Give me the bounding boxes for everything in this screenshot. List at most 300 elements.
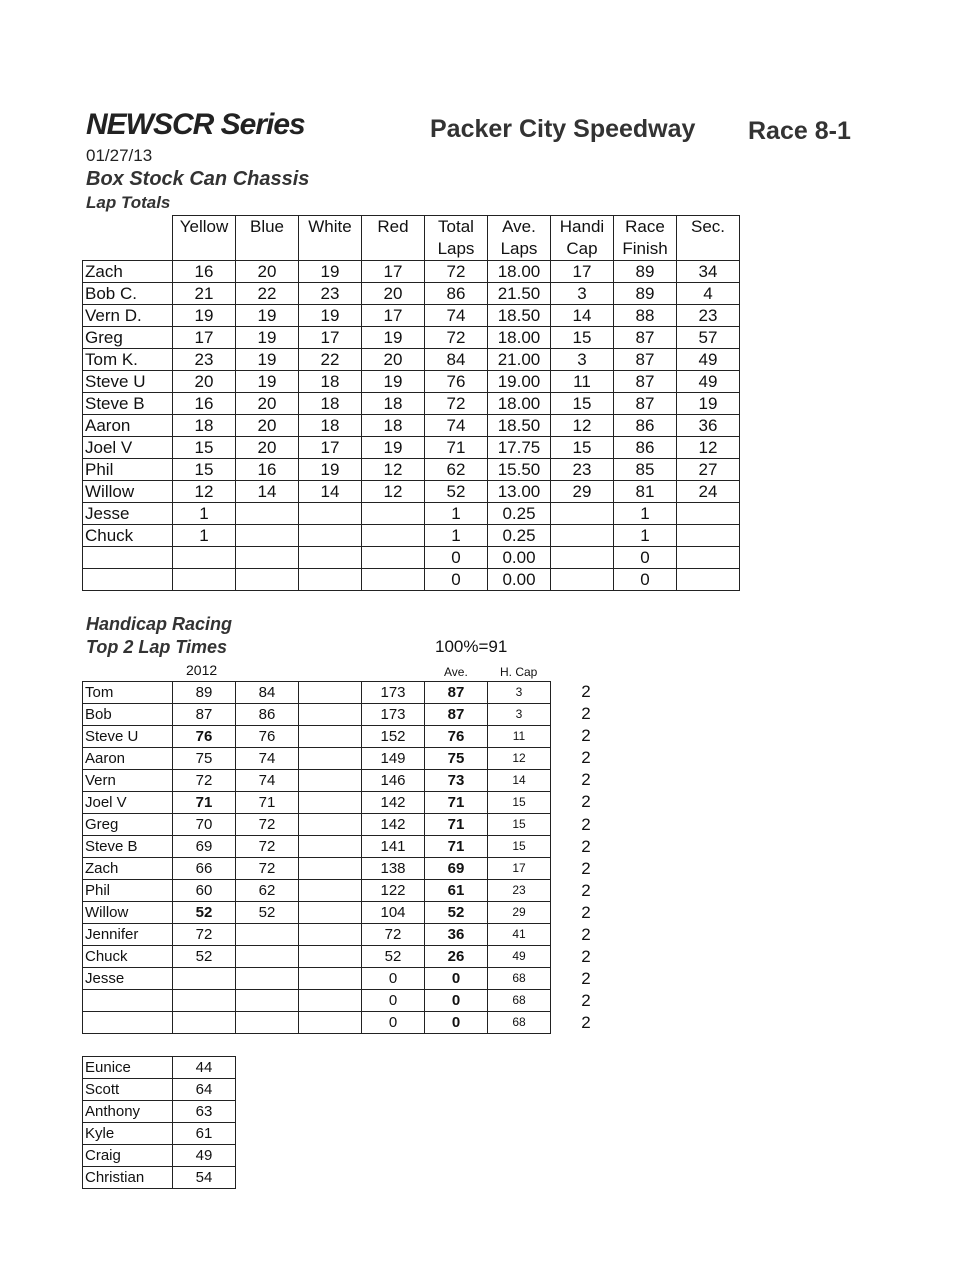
lap-value-cell — [299, 503, 362, 525]
lap-value-cell — [551, 547, 614, 569]
handicap-value-cell: 72 — [173, 924, 236, 946]
table-row — [83, 902, 551, 924]
driver-name-cell — [83, 990, 173, 1012]
handicap-value-cell — [299, 880, 362, 902]
table-row — [83, 349, 740, 371]
handicap-value-cell: 61 — [425, 880, 488, 902]
driver-name-cell: Vern D. — [83, 305, 173, 327]
driver-name-cell — [83, 569, 173, 591]
table-row — [83, 283, 740, 305]
lap-value-cell: 18.00 — [488, 261, 551, 283]
lap-value-cell: 20 — [362, 349, 425, 371]
handicap-value-cell: 89 — [173, 682, 236, 704]
time-value-cell: 49 — [173, 1145, 236, 1167]
side-count: 2 — [581, 726, 591, 746]
lap-value-cell: 87 — [614, 371, 677, 393]
side-count: 2 — [581, 969, 591, 989]
driver-name-cell: Zach — [83, 858, 173, 880]
handicap-value-cell — [299, 858, 362, 880]
lap-col-header — [173, 216, 236, 261]
table-row — [83, 946, 551, 968]
lap-value-cell: 23 — [677, 305, 740, 327]
lap-value-cell: 17 — [173, 327, 236, 349]
lap-value-cell — [173, 547, 236, 569]
lap-value-cell — [173, 569, 236, 591]
lap-value-cell: 15 — [551, 393, 614, 415]
handicap-side-column — [576, 681, 596, 1035]
lap-col-header-line2: Finish — [622, 239, 668, 258]
lap-value-cell: 27 — [677, 459, 740, 481]
lap-totals-header — [83, 216, 740, 261]
table-row — [83, 437, 740, 459]
driver-name-cell: Kyle — [83, 1123, 173, 1145]
handicap-value-cell — [236, 924, 299, 946]
lap-value-cell: 3 — [551, 283, 614, 305]
table-row — [83, 682, 551, 704]
handicap-value-cell: 52 — [362, 946, 425, 968]
driver-name-cell: Greg — [83, 327, 173, 349]
handicap-value-cell — [299, 836, 362, 858]
lap-value-cell — [236, 547, 299, 569]
handicap-value-cell: 36 — [425, 924, 488, 946]
lap-value-cell: 14 — [236, 481, 299, 503]
lap-value-cell: 1 — [425, 503, 488, 525]
lap-value-cell: 19 — [236, 349, 299, 371]
lap-value-cell: 74 — [425, 415, 488, 437]
handicap-value-cell: 69 — [173, 836, 236, 858]
handicap-value-cell — [299, 924, 362, 946]
handicap-value-cell: 149 — [362, 748, 425, 770]
handicap-value-cell: 73 — [425, 770, 488, 792]
table-row — [83, 748, 551, 770]
lap-value-cell: 1 — [425, 525, 488, 547]
table-row — [83, 814, 551, 836]
handicap-value-cell: 23 — [488, 880, 551, 902]
lap-value-cell — [677, 525, 740, 547]
handicap-value-cell: 0 — [362, 1012, 425, 1034]
table-row — [83, 1012, 551, 1034]
lap-col-header-line1: Race — [625, 217, 665, 236]
handicap-value-cell: 66 — [173, 858, 236, 880]
table-row — [83, 1145, 236, 1167]
lap-value-cell: 84 — [425, 349, 488, 371]
driver-name-cell: Aaron — [83, 415, 173, 437]
handicap-value-cell — [236, 968, 299, 990]
lap-col-header-line1: Blue — [249, 217, 285, 236]
side-count: 2 — [581, 925, 591, 945]
handicap-value-cell: 60 — [173, 880, 236, 902]
side-count: 2 — [581, 902, 591, 922]
lap-col-header — [551, 216, 614, 261]
lap-value-cell: 22 — [236, 283, 299, 305]
lap-value-cell — [362, 569, 425, 591]
handicap-value-cell: 72 — [362, 924, 425, 946]
driver-name-cell: Joel V — [83, 437, 173, 459]
lap-col-header-line1: Sec. — [690, 217, 726, 236]
lap-col-header — [677, 216, 740, 261]
driver-name-cell: Jesse — [83, 503, 173, 525]
lap-value-cell: 19 — [173, 305, 236, 327]
side-count: 2 — [581, 880, 591, 900]
lap-totals-title: Lap Totals — [86, 193, 171, 212]
lap-value-cell: 12 — [677, 437, 740, 459]
driver-name-cell — [83, 1012, 173, 1034]
side-count: 2 — [581, 1013, 591, 1033]
lap-value-cell — [299, 569, 362, 591]
handicap-value-cell: 72 — [236, 814, 299, 836]
table-row — [83, 393, 740, 415]
handicap-value-cell: 0 — [425, 990, 488, 1012]
table-row — [83, 327, 740, 349]
handicap-value-cell: 173 — [362, 682, 425, 704]
lap-value-cell: 17 — [551, 261, 614, 283]
handicap-value-cell — [299, 704, 362, 726]
table-row — [83, 1079, 236, 1101]
lap-value-cell — [551, 569, 614, 591]
lap-value-cell: 3 — [551, 349, 614, 371]
driver-name-cell: Greg — [83, 814, 173, 836]
time-value-cell: 44 — [173, 1057, 236, 1079]
table-row — [83, 726, 551, 748]
handicap-value-cell: 122 — [362, 880, 425, 902]
table-row — [83, 525, 740, 547]
lap-value-cell: 18 — [362, 415, 425, 437]
lap-value-cell: 17 — [362, 261, 425, 283]
handicap-value-cell: 71 — [236, 792, 299, 814]
handicap-value-cell: 76 — [425, 726, 488, 748]
side-count: 2 — [581, 682, 591, 701]
lap-value-cell: 14 — [551, 305, 614, 327]
lap-totals-table — [82, 215, 740, 591]
handicap-value-cell: 0 — [425, 1012, 488, 1034]
handicap-value-cell — [299, 726, 362, 748]
driver-name-cell: Phil — [83, 880, 173, 902]
lap-value-cell — [362, 503, 425, 525]
lap-col-header-line1: Red — [377, 217, 409, 236]
driver-name-cell: Christian — [83, 1167, 173, 1189]
lap-value-cell — [677, 503, 740, 525]
lap-value-cell: 19 — [236, 327, 299, 349]
lap-value-cell: 20 — [173, 371, 236, 393]
side-count: 2 — [581, 770, 591, 790]
handicap-value-cell: 14 — [488, 770, 551, 792]
table-row — [83, 924, 551, 946]
handicap-value-cell — [173, 990, 236, 1012]
handicap-value-cell — [299, 990, 362, 1012]
lap-value-cell: 19 — [299, 459, 362, 481]
handicap-value-cell: 74 — [236, 770, 299, 792]
lap-value-cell: 57 — [677, 327, 740, 349]
lap-value-cell: 19 — [299, 261, 362, 283]
lap-value-cell — [236, 503, 299, 525]
table-row — [83, 305, 740, 327]
lap-value-cell — [362, 525, 425, 547]
handicap-value-cell: 87 — [425, 682, 488, 704]
lap-value-cell: 89 — [614, 261, 677, 283]
table-row — [83, 990, 551, 1012]
handicap-value-cell: 52 — [173, 946, 236, 968]
lap-value-cell: 23 — [173, 349, 236, 371]
table-row — [83, 968, 551, 990]
side-count: 2 — [581, 814, 591, 834]
lap-value-cell: 19 — [362, 371, 425, 393]
handicap-value-cell: 87 — [173, 704, 236, 726]
lap-value-cell: 19 — [236, 371, 299, 393]
lap-value-cell: 18.50 — [488, 415, 551, 437]
handicap-title: Handicap Racing — [86, 614, 233, 634]
lap-value-cell: 1 — [614, 525, 677, 547]
handicap-value-cell: 75 — [425, 748, 488, 770]
driver-name-cell: Steve U — [83, 726, 173, 748]
table-row — [83, 858, 551, 880]
driver-name-cell: Willow — [83, 481, 173, 503]
lap-value-cell: 20 — [236, 261, 299, 283]
lap-value-cell: 87 — [614, 393, 677, 415]
table-row — [83, 459, 740, 481]
handicap-value-cell: 15 — [488, 836, 551, 858]
table-row — [83, 1057, 236, 1079]
lap-col-header-line1: Total — [438, 217, 474, 236]
handicap-value-cell: 71 — [425, 792, 488, 814]
lap-value-cell: 29 — [551, 481, 614, 503]
lap-value-cell: 34 — [677, 261, 740, 283]
lap-value-cell: 52 — [425, 481, 488, 503]
table-row — [83, 503, 740, 525]
lap-value-cell: 15 — [173, 459, 236, 481]
driver-name-cell: Jennifer — [83, 924, 173, 946]
blank-header-cell — [83, 216, 173, 261]
others-body — [83, 1057, 236, 1189]
side-count: 2 — [581, 836, 591, 856]
track-name: Packer City Speedway — [430, 115, 696, 143]
lap-value-cell: 18 — [173, 415, 236, 437]
driver-name-cell: Phil — [83, 459, 173, 481]
driver-name-cell: Steve B — [83, 393, 173, 415]
side-count: 2 — [581, 704, 591, 724]
handicap-value-cell — [299, 946, 362, 968]
lap-value-cell: 11 — [551, 371, 614, 393]
table-row — [83, 880, 551, 902]
lap-col-header — [236, 216, 299, 261]
lap-col-header — [488, 216, 551, 261]
lap-value-cell: 15.50 — [488, 459, 551, 481]
lap-value-cell: 21 — [173, 283, 236, 305]
driver-name-cell: Vern — [83, 770, 173, 792]
lap-value-cell: 19 — [362, 437, 425, 459]
lap-value-cell: 12 — [362, 481, 425, 503]
lap-value-cell: 49 — [677, 371, 740, 393]
driver-name-cell: Steve U — [83, 371, 173, 393]
lap-value-cell: 0 — [614, 547, 677, 569]
handicap-value-cell — [299, 1012, 362, 1034]
lap-value-cell — [299, 547, 362, 569]
lap-value-cell: 87 — [614, 349, 677, 371]
lap-value-cell: 18 — [299, 371, 362, 393]
table-row — [83, 836, 551, 858]
handicap-value-cell: 86 — [236, 704, 299, 726]
lap-value-cell — [551, 525, 614, 547]
lap-value-cell: 16 — [236, 459, 299, 481]
time-value-cell: 64 — [173, 1079, 236, 1101]
lap-value-cell: 18 — [362, 393, 425, 415]
lap-col-header-line2: Laps — [437, 239, 475, 258]
handicap-value-cell: 11 — [488, 726, 551, 748]
time-value-cell: 61 — [173, 1123, 236, 1145]
lap-value-cell: 71 — [425, 437, 488, 459]
handicap-value-cell — [299, 968, 362, 990]
lap-value-cell: 12 — [173, 481, 236, 503]
handicap-value-cell: 138 — [362, 858, 425, 880]
handicap-value-cell: 72 — [236, 836, 299, 858]
lap-value-cell: 0.00 — [488, 569, 551, 591]
lap-value-cell: 86 — [614, 415, 677, 437]
driver-name-cell: Aaron — [83, 748, 173, 770]
handicap-value-cell — [299, 682, 362, 704]
lap-value-cell: 1 — [173, 525, 236, 547]
series-title: NEWSCR Series — [86, 108, 305, 141]
handicap-value-cell: 52 — [173, 902, 236, 924]
lap-value-cell: 15 — [551, 327, 614, 349]
others-table — [82, 1056, 236, 1189]
lap-value-cell: 49 — [677, 349, 740, 371]
year-label: 2012 — [186, 662, 218, 678]
driver-name-cell: Craig — [83, 1145, 173, 1167]
handicap-value-cell: 26 — [425, 946, 488, 968]
side-count: 2 — [581, 792, 591, 812]
handicap-value-cell: 71 — [173, 792, 236, 814]
handicap-value-cell: 104 — [362, 902, 425, 924]
lap-value-cell: 18 — [299, 415, 362, 437]
lap-value-cell: 18 — [299, 393, 362, 415]
lap-value-cell: 76 — [425, 371, 488, 393]
lap-value-cell: 72 — [425, 327, 488, 349]
handicap-value-cell: 15 — [488, 814, 551, 836]
handicap-value-cell: 152 — [362, 726, 425, 748]
handicap-value-cell: 68 — [488, 990, 551, 1012]
handicap-value-cell: 75 — [173, 748, 236, 770]
table-row — [83, 704, 551, 726]
lap-value-cell: 19 — [677, 393, 740, 415]
lap-value-cell: 21.50 — [488, 283, 551, 305]
lap-value-cell: 88 — [614, 305, 677, 327]
lap-value-cell — [299, 525, 362, 547]
lap-col-header-line1: Ave. — [502, 217, 536, 236]
driver-name-cell: Tom — [83, 682, 173, 704]
handicap-value-cell: 68 — [488, 968, 551, 990]
hcap-label: H. Cap — [500, 665, 538, 679]
lap-value-cell: 18.50 — [488, 305, 551, 327]
handicap-value-cell: 87 — [425, 704, 488, 726]
lap-value-cell: 0.25 — [488, 503, 551, 525]
lap-col-header-line2: Cap — [566, 239, 598, 258]
lap-value-cell: 86 — [425, 283, 488, 305]
driver-name-cell: Chuck — [83, 946, 173, 968]
handicap-value-cell: 52 — [236, 902, 299, 924]
lap-col-header-line1: Handi — [559, 217, 605, 236]
handicap-value-cell — [236, 946, 299, 968]
race-date: 01/27/13 — [86, 146, 153, 165]
handicap-value-cell — [236, 990, 299, 1012]
lap-value-cell: 17 — [362, 305, 425, 327]
lap-value-cell: 0 — [614, 569, 677, 591]
handicap-value-cell: 0 — [425, 968, 488, 990]
handicap-value-cell — [299, 814, 362, 836]
lap-value-cell: 16 — [173, 261, 236, 283]
lap-value-cell: 15 — [551, 437, 614, 459]
handicap-value-cell: 142 — [362, 814, 425, 836]
handicap-value-cell: 69 — [425, 858, 488, 880]
lap-value-cell: 15 — [173, 437, 236, 459]
lap-col-header — [425, 216, 488, 261]
lap-value-cell — [236, 569, 299, 591]
lap-value-cell — [362, 547, 425, 569]
lap-col-header-line2: Laps — [500, 239, 538, 258]
lap-value-cell: 18.00 — [488, 327, 551, 349]
lap-col-header-line1: Yellow — [179, 217, 229, 236]
table-row — [83, 770, 551, 792]
side-count: 2 — [581, 991, 591, 1011]
percent-note: 100%=91 — [435, 637, 508, 656]
lap-value-cell: 0 — [425, 569, 488, 591]
handicap-value-cell: 3 — [488, 682, 551, 704]
driver-name-cell: Steve B — [83, 836, 173, 858]
handicap-value-cell — [173, 1012, 236, 1034]
handicap-value-cell: 173 — [362, 704, 425, 726]
lap-value-cell: 81 — [614, 481, 677, 503]
driver-name-cell: Eunice — [83, 1057, 173, 1079]
lap-value-cell — [236, 525, 299, 547]
table-row — [83, 1101, 236, 1123]
lap-value-cell: 20 — [362, 283, 425, 305]
lap-value-cell: 74 — [425, 305, 488, 327]
side-count: 2 — [581, 858, 591, 878]
side-count: 2 — [581, 748, 591, 768]
lap-value-cell: 24 — [677, 481, 740, 503]
driver-name-cell: Jesse — [83, 968, 173, 990]
lap-value-cell: 17 — [299, 437, 362, 459]
driver-name-cell: Scott — [83, 1079, 173, 1101]
lap-value-cell: 4 — [677, 283, 740, 305]
handicap-value-cell — [299, 770, 362, 792]
handicap-value-cell: 0 — [362, 990, 425, 1012]
handicap-value-cell — [299, 792, 362, 814]
lap-value-cell: 23 — [299, 283, 362, 305]
lap-value-cell: 0.00 — [488, 547, 551, 569]
lap-value-cell: 17 — [299, 327, 362, 349]
time-value-cell: 54 — [173, 1167, 236, 1189]
table-row — [83, 1167, 236, 1189]
lap-value-cell: 72 — [425, 261, 488, 283]
handicap-value-cell: 84 — [236, 682, 299, 704]
table-row — [83, 792, 551, 814]
lap-value-cell: 19.00 — [488, 371, 551, 393]
handicap-value-cell: 76 — [236, 726, 299, 748]
lap-col-header-line1: White — [308, 217, 352, 236]
handicap-value-cell: 72 — [173, 770, 236, 792]
handicap-value-cell — [236, 1012, 299, 1034]
lap-value-cell: 1 — [173, 503, 236, 525]
driver-name-cell: Willow — [83, 902, 173, 924]
lap-value-cell — [677, 569, 740, 591]
time-value-cell: 63 — [173, 1101, 236, 1123]
driver-name-cell — [83, 547, 173, 569]
lap-value-cell: 86 — [614, 437, 677, 459]
handicap-value-cell: 17 — [488, 858, 551, 880]
lap-value-cell: 12 — [362, 459, 425, 481]
lap-value-cell: 20 — [236, 437, 299, 459]
driver-name-cell: Zach — [83, 261, 173, 283]
table-row — [83, 547, 740, 569]
